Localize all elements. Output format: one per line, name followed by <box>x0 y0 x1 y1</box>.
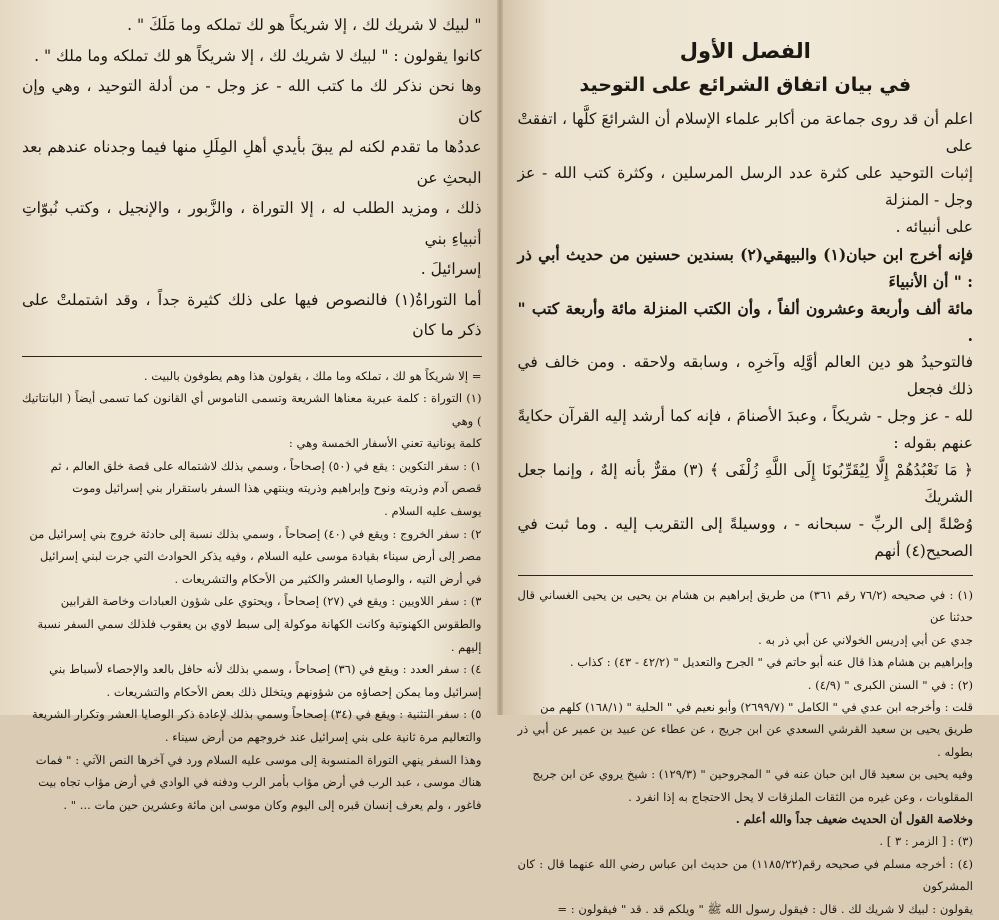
text-line: وها نحن نذكر لك ما كتب الله - عز وجل - من أدلة التوحيد ، وهي وإن كان <box>22 71 482 132</box>
footnote-line: كلمة يونانية تعني الأسفار الخمسة وهي : <box>22 432 482 455</box>
footnote-line: (١) : في صحيحه (٧٦/٢ رقم ٣٦١) من طريق إبراهيم بن هشام بن يحيى بن يحيى الغساني قال حدثنا عن <box>518 584 974 629</box>
footnote-line: والطقوس الكهنوتية وكانت الكهانة موكولة إلى سبط لاوي بن يعقوب فلذلك سمي السفر نسبة <box>22 613 482 636</box>
footnote-line: وإبراهيم بن هشام هذا قال عنه أبو حاتم في " الجرح والتعديل " (٤٢/٢ - ٤٣) : كذاب . <box>518 651 974 673</box>
footnote-line: المقلوبات ، وعن غيره من الثقات الملزقات لا يحل الاحتجاج به إذا انفرد . <box>518 786 974 808</box>
text-line: " لبيك لا شريك لك ، إلا شريكاً هو لك تملكه وما مَلَكَ " . <box>22 10 482 41</box>
left-footnotes <box>22 365 482 817</box>
footnote-line: في أرض التيه ، والوصايا العشر والكثير من الأحكام والتشريعات . <box>22 568 482 591</box>
text-line: فالتوحيدُ هو دين العالم أوَّلِه وآخرِه ، وسابقه ولاحقه . ومن خالف في ذلك فجعل <box>518 349 974 403</box>
right-footnotes <box>518 584 974 920</box>
footnote-line: طريق يحيى بن سعيد القرشي السعدي عن ابن جريج ، عن عطاء عن عبيد بن عمير عن أبي ذر بطوله . <box>518 718 974 763</box>
footnote-line: وفيه يحيى بن سعيد قال ابن حبان عنه في " المجروحين " (١٢٩/٣) : شيخ يروي عن ابن جريج <box>518 763 974 785</box>
footnote-line: يقولون : لبيك لا شريك لك . قال : فيقول رسول الله ﷺ " ويلكم قد . قد " فيقولون : = <box>518 898 974 920</box>
footnote-line: قصص آدم وذريته ونوح وإبراهيم وذريته وينتهي هذا السفر باستقرار بني إسرائيل وموت <box>22 477 482 500</box>
footnote-line: مصر إلى أرض سيناء بقيادة موسى عليه السلام ، وفيه يذكر الحوادث التي جرت لبني إسرائيل <box>22 545 482 568</box>
left-main-text <box>22 10 482 346</box>
footnote-line: وهذا السفر ينهي التوراة المنسوبة إلى موسى عليه السلام ورد في آخرها النص الآتي : " فمات <box>22 749 482 772</box>
footnote-line: يوسف عليه السلام . <box>22 500 482 523</box>
footnote-line: = إلا شريكاً هو لك ، تملكه وما ملك ، يقولون هذا وهم يطوفون بالبيت . <box>22 365 482 388</box>
footnote-divider <box>22 356 482 357</box>
footnote-line: وخلاصة القول أن الحديث ضعيف جداً والله أعلم . <box>518 808 974 830</box>
footnote-line: (٤) : أخرجه مسلم في صحيحه رقم(١١٨٥/٢٢) من حديث ابن عباس رضي الله عنهما قال : كان المشركون <box>518 853 974 898</box>
footnote-line: (١) التوراة : كلمة عبرية معناها الشريعة وتسمى الناموس أي القانون كما تسمى أيضاً ( البانتاتيك ) وهي <box>22 387 482 432</box>
text-line: أما التوراةُ(١) فالنصوص فيها على ذلك كثيرة جداً ، وقد اشتملتْ على ذكر ما كان <box>22 285 482 346</box>
footnote-line: هناك موسى ، عبد الرب في أرض مؤاب بأمر الرب ودفنه في الوادي في أرض مؤاب تجاه بيت <box>22 771 482 794</box>
footnote-line: إسرائيل وما يمكن إحصاؤه من شؤونهم ويتخلل ذلك بعض الأحكام والتشريعات . <box>22 681 482 704</box>
footnote-line: والتعاليم مرة ثانية على بني إسرائيل عند خروجهم من أرض سيناء . <box>22 726 482 749</box>
chapter-subtitle: في بيان اتفاق الشرائع على التوحيد <box>518 68 974 102</box>
left-page <box>0 0 500 715</box>
text-line: اعلم أن قد روى جماعة من أكابر علماء الإسلام أن الشرائعَ كلَّها ، اتفقتْ على <box>518 106 974 160</box>
text-line: عددُها ما تقدم لكنه لم يبقَ بأيدي أهلِ المِلَلِ منها فيما وجدناه عندهم بعد البحثِ عن <box>22 132 482 193</box>
footnote-line: (٢) : في " السنن الكبرى " (٤/٩) . <box>518 674 974 696</box>
footnote-line: فاغور ، ولم يعرف إنسان قبره إلى اليوم وكان موسى ابن مائة وعشرين حين مات ... " . <box>22 794 482 817</box>
quran-verse-line: ﴿ مَا نَعْبُدُهُمْ إِلَّا لِيُقَرِّبُونَا إِلَى اللَّهِ زُلْفَى ﴾ (٣) مقرٌّ بأنه إلهٌ ، وإنما جعل الشريكَ <box>518 457 974 511</box>
text-line: مائة ألف وأربعة وعشرون ألفاً ، وأن الكتب المنزلة مائة وأربعة كتب " . <box>518 295 974 349</box>
text-line: لله - عز وجل - شريكاً ، وعبدَ الأصنامَ ، فإنه كما أرشد إليه القرآن حكايةً عنهم بقوله : <box>518 403 974 457</box>
footnote-line: ٢) : سفر الخروج : ويقع في (٤٠) إصحاحاً ، وسمي بذلك نسبة إلى حادثة خروج بني إسرائيل من <box>22 523 482 546</box>
footnote-line: ١) : سفر التكوين : يقع في (٥٠) إصحاحاً ، وسمي بذلك لاشتماله على قصة خلق العالم ، ثم <box>22 455 482 478</box>
book-gutter <box>497 0 503 715</box>
right-page <box>500 0 999 715</box>
footnote-line: إليهم . <box>22 636 482 659</box>
text-line: إثبات التوحيد على كثرة عدد الرسل المرسلين ، وكثرة كتب الله - عز وجل - المنزلة <box>518 160 974 214</box>
text-line: كانوا يقولون : " لبيك لا شريك لك ، إلا شريكاً هو لك تملكه وما ملك " . <box>22 41 482 72</box>
text-line: وُصْلةً إلى الربِّ - سبحانه - ، ووسيلةً إلى التقريب إليه . وما ثبت في الصحيح(٤) أنهم <box>518 511 974 565</box>
footnote-line: (٣) : [ الزمر : ٣ ] . <box>518 830 974 852</box>
footnote-divider <box>518 575 974 576</box>
right-main-text <box>518 106 974 565</box>
text-line: إسرائيلَ . <box>22 254 482 285</box>
footnote-line: قلت : وأخرجه ابن عدي في " الكامل " (٢٦٩٩/٧) وأبو نعيم في " الحلية " (١٦٨/١) كلهم من <box>518 696 974 718</box>
footnote-line: ٤) : سفر العدد : ويقع في (٣٦) إصحاحاً ، وسمي بذلك لأنه حافل بالعد والإحصاء لأسباط بني <box>22 658 482 681</box>
chapter-title: الفصل الأول <box>518 34 974 68</box>
footnote-line: جدي عن أبي إدريس الخولاني عن أبي ذر به . <box>518 629 974 651</box>
text-line: فإنه أخرج ابن حبان(١) والبيهقي(٢) بسندين حسنين من حديث أبي ذر : " أن الأنبياءَ <box>518 241 974 295</box>
text-line: على أنبيائه . <box>518 214 974 241</box>
footnote-line: ٣) : سفر اللاويين : ويقع في (٢٧) إصحاحاً ، ويحتوي على شؤون العبادات وخاصة القرابين <box>22 590 482 613</box>
text-line: ذلك ، ومزيد الطلب له ، إلا التوراة ، والزَّبور ، والإنجيل ، وكتب نُبوّاتِ أنبياءِ بني <box>22 193 482 254</box>
footnote-line: ٥) : سفر التثنية : ويقع في (٣٤) إصحاحاً وسمي بذلك لإعادة ذكر الوصايا العشر وتكرار الشريعة <box>22 703 482 726</box>
